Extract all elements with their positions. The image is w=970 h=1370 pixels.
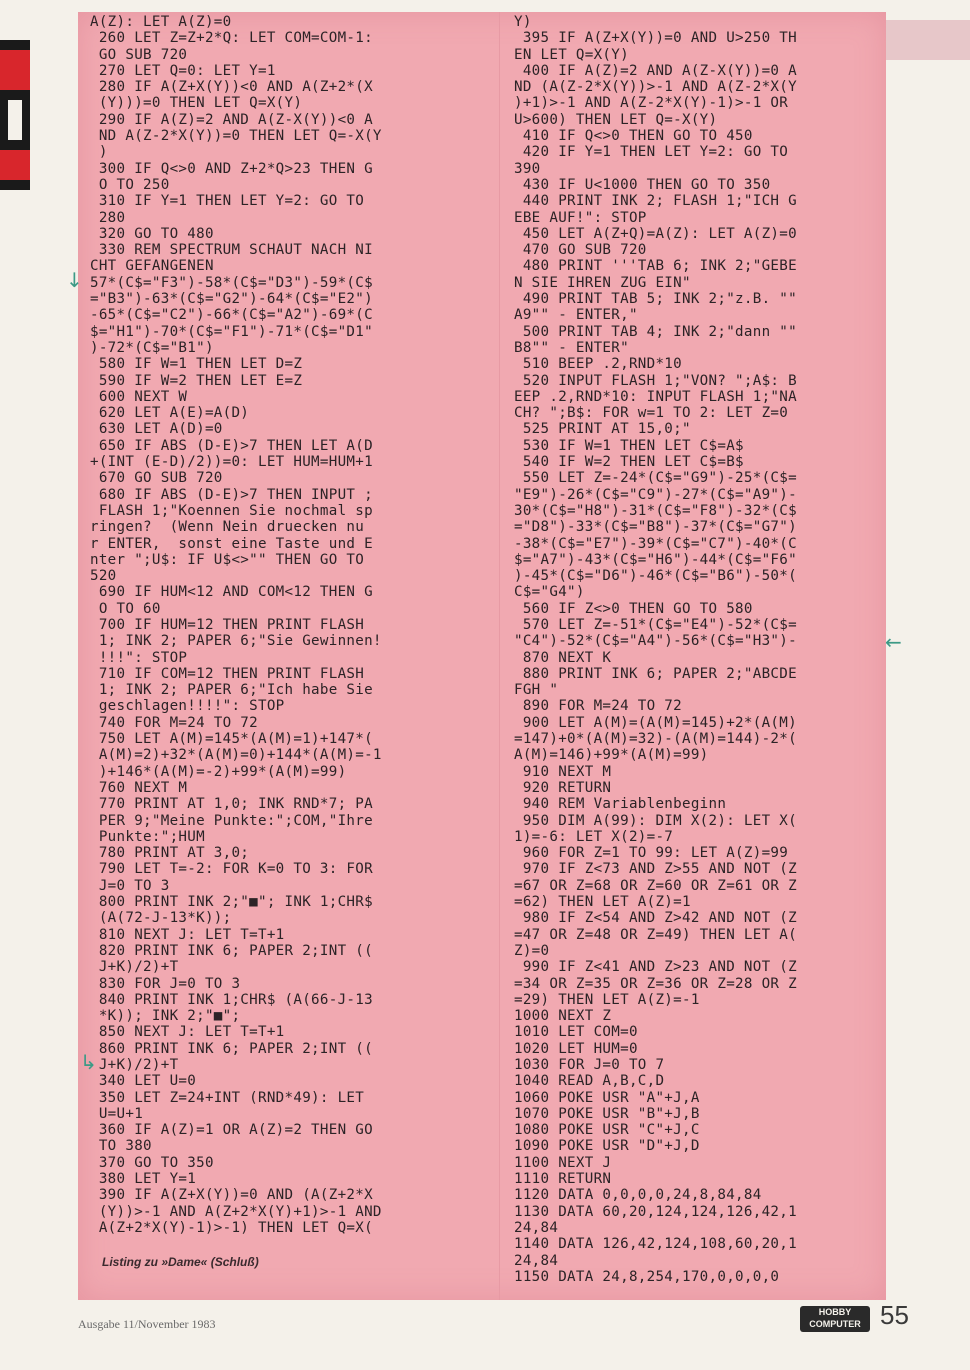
code-line: ND (A(Z-2*X(Y))>-1 AND A(Z-2*X(Y xyxy=(514,79,797,96)
code-line: 980 IF Z<54 AND Z>42 AND NOT (Z xyxy=(514,910,797,927)
code-line: "E9")-26*(C$="C9")-27*(C$="A9")- xyxy=(514,486,797,503)
code-line: 1080 POKE USR "C"+J,C xyxy=(514,1122,700,1139)
code-line: 700 IF HUM=12 THEN PRINT FLASH xyxy=(90,616,365,633)
code-line: 30*(C$="H8")-31*(C$="F8")-32*(C$ xyxy=(514,502,797,519)
code-line: 280 IF A(Z+X(Y))<0 AND A(Z+2*(X xyxy=(90,79,373,96)
code-line: !!!": STOP xyxy=(90,649,188,666)
code-line: geschlagen!!!!": STOP xyxy=(90,698,285,715)
code-line: 1000 NEXT Z xyxy=(514,1008,612,1025)
code-line: 540 IF W=2 THEN LET C$=B$ xyxy=(514,454,744,471)
code-line: 270 LET Q=0: LET Y=1 xyxy=(90,62,276,79)
code-line: EN LET Q=X(Y) xyxy=(514,46,629,63)
code-line: =62) THEN LET A(Z)=1 xyxy=(514,894,691,911)
code-line: A(M)=2)+32*(A(M)=0)+144*(A(M)=-1 xyxy=(90,747,382,764)
code-line: FGH " xyxy=(514,682,559,699)
code-line: 410 IF Q<>0 THEN GO TO 450 xyxy=(514,128,753,145)
code-line: 525 PRINT AT 15,0;" xyxy=(514,421,691,438)
code-line: )-45*(C$="D6")-46*(C$="B6")-50*( xyxy=(514,568,797,585)
code-line: -65*(C$="C2")-66*(C$="A2")-69*(C xyxy=(90,307,373,324)
code-line: r ENTER, sonst eine Taste und E xyxy=(90,535,373,552)
code-line: 920 RETURN xyxy=(514,779,612,796)
code-line: 480 PRINT '''TAB 6; INK 2;"GEBE xyxy=(514,258,797,275)
code-line: 1020 LET HUM=0 xyxy=(514,1040,638,1057)
code-line: 570 LET Z=-51*(C$="E4")-52*(C$= xyxy=(514,616,797,633)
code-line: ringen? (Wenn Nein druecken nu xyxy=(90,519,365,536)
code-line: 830 FOR J=0 TO 3 xyxy=(90,975,241,992)
code-line: J+K)/2)+T xyxy=(90,959,179,976)
code-line: EBE AUF!": STOP xyxy=(514,209,647,226)
code-line: C$="G4") xyxy=(514,584,585,601)
code-line: CHT GEFANGENEN xyxy=(90,258,214,275)
issue-line: Ausgabe 11/November 1983 xyxy=(78,1317,216,1331)
code-line: Z)=0 xyxy=(514,942,550,959)
code-line: 1030 FOR J=0 TO 7 xyxy=(514,1057,665,1073)
code-line: J=0 TO 3 xyxy=(90,877,170,894)
code-line: 450 LET A(Z+Q)=A(Z): LET A(Z)=0 xyxy=(514,225,797,242)
code-line: FLASH 1;"Koennen Sie nochmal sp xyxy=(90,502,373,519)
code-line: EEP .2,RND*10: INPUT FLASH 1;"NA xyxy=(514,388,797,405)
code-line: J+K)/2)+T xyxy=(90,1057,179,1073)
code-line: 1)=-6: LET X(2)=-7 xyxy=(514,828,674,845)
page-number: 55 xyxy=(880,1300,909,1330)
code-line: 790 LET T=-2: FOR K=0 TO 3: FOR xyxy=(90,861,373,878)
code-line: 380 LET Y=1 xyxy=(90,1171,197,1188)
code-line: 710 IF COM=12 THEN PRINT FLASH xyxy=(90,665,365,682)
code-line: 400 IF A(Z)=2 AND A(Z-X(Y))=0 A xyxy=(514,62,797,79)
code-line: 880 PRINT INK 6; PAPER 2;"ABCDE xyxy=(514,665,797,682)
code-line: 780 PRINT AT 3,0; xyxy=(90,845,250,862)
code-line: 590 IF W=2 THEN LET E=Z xyxy=(90,372,303,389)
code-line: 510 BEEP .2,RND*10 xyxy=(514,356,682,373)
code-line: 360 IF A(Z)=1 OR A(Z)=2 THEN GO xyxy=(90,1122,373,1139)
code-line: 760 NEXT M xyxy=(90,779,188,796)
code-line: 300 IF Q<>0 AND Z+2*Q>23 THEN G xyxy=(90,160,373,177)
code-line: A(Z): LET A(Z)=0 xyxy=(90,14,232,30)
code-line: 24,84 xyxy=(514,1219,559,1236)
code-line: 520 xyxy=(90,568,117,585)
code-line: 395 IF A(Z+X(Y))=0 AND U>250 TH xyxy=(514,30,797,47)
code-line: =29) THEN LET A(Z)=-1 xyxy=(514,991,700,1008)
code-line: 280 xyxy=(90,209,126,226)
code-line: 740 FOR M=24 TO 72 xyxy=(90,714,258,731)
code-line: B8"" - ENTER" xyxy=(514,339,629,356)
code-line: 550 LET Z=-24*(C$="G9")-25*(C$= xyxy=(514,470,797,487)
code-line: $="H1")-70*(C$="F1")-71*(C$="D1" xyxy=(90,323,373,340)
code-line: A9"" - ENTER," xyxy=(514,307,638,324)
listing-caption: Listing zu »Dame« (Schluß) xyxy=(102,1255,259,1269)
code-line: 1040 READ A,B,C,D xyxy=(514,1073,665,1090)
code-line: )+1)>-1 AND A(Z-2*X(Y)-1)>-1 OR xyxy=(514,95,789,112)
code-line: 310 IF Y=1 THEN LET Y=2: GO TO xyxy=(90,193,365,210)
code-line: 1; INK 2; PAPER 6;"Ich habe Sie xyxy=(90,682,373,699)
code-line: 390 xyxy=(514,160,541,177)
code-line: 500 PRINT TAB 4; INK 2;"dann "" xyxy=(514,323,797,340)
code-line: 490 PRINT TAB 5; INK 2;"z.B. "" xyxy=(514,291,797,308)
code-line: 690 IF HUM<12 AND COM<12 THEN G xyxy=(90,584,373,601)
code-line: 340 LET U=0 xyxy=(90,1073,197,1090)
code-line: N SIE IHREN ZUG EIN" xyxy=(514,274,691,291)
code-line: ) xyxy=(90,144,108,161)
listing-column-left xyxy=(90,14,482,1236)
code-line: 260 LET Z=Z+2*Q: LET COM=COM-1: xyxy=(90,30,373,47)
code-line: =34 OR Z=35 OR Z=36 OR Z=28 OR Z xyxy=(514,975,797,992)
code-line: 630 LET A(D)=0 xyxy=(90,421,223,438)
code-line: (Y)))=0 THEN LET Q=X(Y) xyxy=(90,95,303,112)
code-line: 620 LET A(E)=A(D) xyxy=(90,405,250,422)
code-line: $="A7")-43*(C$="H6")-44*(C$="F6" xyxy=(514,551,797,568)
column-divider xyxy=(499,12,500,1300)
code-line: 840 PRINT INK 1;CHR$ (A(66-J-13 xyxy=(90,991,373,1008)
code-line: Punkte:";HUM xyxy=(90,828,205,845)
code-line: =47 OR Z=48 OR Z=49) THEN LET A( xyxy=(514,926,797,943)
code-line: ="D8")-33*(C$="B8")-37*(C$="G7") xyxy=(514,519,797,536)
code-line: *K)); INK 2;"■"; xyxy=(90,1008,241,1025)
code-line: 670 GO SUB 720 xyxy=(90,470,223,487)
code-line: 560 IF Z<>0 THEN GO TO 580 xyxy=(514,600,753,617)
code-line: CH? ";B$: FOR w=1 TO 2: LET Z=0 xyxy=(514,405,789,422)
code-line: 1060 POKE USR "A"+J,A xyxy=(514,1089,700,1106)
code-line: 470 GO SUB 720 xyxy=(514,242,647,259)
code-line: 57*(C$="F3")-58*(C$="D3")-59*(C$ xyxy=(90,274,373,291)
code-line: +(INT (E-D)/2))=0: LET HUM=HUM+1 xyxy=(90,454,373,471)
code-line: (Y))>-1 AND A(Z+2*X(Y)+1)>-1 AND xyxy=(90,1203,382,1220)
code-line: "C4")-52*(C$="A4")-56*(C$="H3")- xyxy=(514,633,797,650)
code-line: 1150 DATA 24,8,254,170,0,0,0,0 xyxy=(514,1268,780,1285)
code-line: 520 INPUT FLASH 1;"VON? ";A$: B xyxy=(514,372,797,389)
edge-graphic xyxy=(0,40,30,190)
magazine-logo: HOBBY COMPUTER xyxy=(800,1306,870,1332)
code-line: 650 IF ABS (D-E)>7 THEN LET A(D xyxy=(90,437,373,454)
code-line: (A(72-J-13*K)); xyxy=(90,910,232,927)
code-line: 1140 DATA 126,42,124,108,60,20,1 xyxy=(514,1236,797,1253)
code-line: 440 PRINT INK 2; FLASH 1;"ICH G xyxy=(514,193,797,210)
code-line: Y) xyxy=(514,14,532,30)
code-line: 900 LET A(M)=(A(M)=145)+2*(A(M) xyxy=(514,714,797,731)
code-line: 800 PRINT INK 2;"■"; INK 1;CHR$ xyxy=(90,894,373,911)
code-line: =147)+0*(A(M)=32)-(A(M)=144)-2*( xyxy=(514,731,797,748)
code-line: 420 IF Y=1 THEN LET Y=2: GO TO xyxy=(514,144,789,161)
code-line: 1070 POKE USR "B"+J,B xyxy=(514,1105,700,1122)
code-line: 24,84 xyxy=(514,1252,559,1269)
code-line: O TO 60 xyxy=(90,600,161,617)
code-line: )+146*(A(M)=-2)+99*(A(M)=99) xyxy=(90,763,347,780)
code-line: 430 IF U<1000 THEN GO TO 350 xyxy=(514,176,771,193)
code-line: =67 OR Z=68 OR Z=60 OR Z=61 OR Z xyxy=(514,877,797,894)
code-line: U>600) THEN LET Q=-X(Y) xyxy=(514,111,718,128)
code-line: 320 GO TO 480 xyxy=(90,225,214,242)
listing-column-right xyxy=(514,14,906,1285)
code-line: A(M)=146)+99*(A(M)=99) xyxy=(514,747,709,764)
code-line: 890 FOR M=24 TO 72 xyxy=(514,698,682,715)
code-line: 810 NEXT J: LET T=T+1 xyxy=(90,926,285,943)
code-line: ="B3")-63*(C$="G2")-64*(C$="E2") xyxy=(90,291,373,308)
code-line: GO SUB 720 xyxy=(90,46,188,63)
margin-arrow-icon: ← xyxy=(885,630,902,654)
code-line: 970 IF Z<73 AND Z>55 AND NOT (Z xyxy=(514,861,797,878)
code-line: 750 LET A(M)=145*(A(M)=1)+147*( xyxy=(90,731,373,748)
code-line: 820 PRINT INK 6; PAPER 2;INT (( xyxy=(90,942,373,959)
code-line: PER 9;"Meine Punkte:";COM,"Ihre xyxy=(90,812,373,829)
code-line: 950 DIM A(99): DIM X(2): LET X( xyxy=(514,812,797,829)
code-line: 870 NEXT K xyxy=(514,649,612,666)
code-line: )-72*(C$="B1") xyxy=(90,339,214,356)
margin-arrow-icon: ↳ xyxy=(80,1050,97,1074)
margin-arrow-icon: ↓ xyxy=(66,268,83,292)
code-line: 1; INK 2; PAPER 6;"Sie Gewinnen! xyxy=(90,633,382,650)
code-line: 1120 DATA 0,0,0,0,24,8,84,84 xyxy=(514,1187,762,1204)
code-line: 1090 POKE USR "D"+J,D xyxy=(514,1138,700,1155)
code-line: 330 REM SPECTRUM SCHAUT NACH NI xyxy=(90,242,373,259)
code-line: 960 FOR Z=1 TO 99: LET A(Z)=99 xyxy=(514,845,789,862)
code-line: 860 PRINT INK 6; PAPER 2;INT (( xyxy=(90,1040,373,1057)
code-line: 940 REM Variablenbeginn xyxy=(514,796,727,813)
code-line: ND A(Z-2*X(Y))=0 THEN LET Q=-X(Y xyxy=(90,128,382,145)
code-line: 1130 DATA 60,20,124,124,126,42,1 xyxy=(514,1203,797,1220)
code-line: 350 LET Z=24+INT (RND*49): LET xyxy=(90,1089,365,1106)
code-line: 770 PRINT AT 1,0; INK RND*7; PA xyxy=(90,796,373,813)
code-line: 990 IF Z<41 AND Z>23 AND NOT (Z xyxy=(514,959,797,976)
code-line: 1010 LET COM=0 xyxy=(514,1024,638,1041)
code-line: O TO 250 xyxy=(90,176,170,193)
code-line: 530 IF W=1 THEN LET C$=A$ xyxy=(514,437,744,454)
code-line: 850 NEXT J: LET T=T+1 xyxy=(90,1024,285,1041)
code-line: 600 NEXT W xyxy=(90,388,188,405)
code-line: nter ";U$: IF U$<>"" THEN GO TO xyxy=(90,551,365,568)
code-line: TO 380 xyxy=(90,1138,152,1155)
code-line: 290 IF A(Z)=2 AND A(Z-X(Y))<0 A xyxy=(90,111,373,128)
code-line: 580 IF W=1 THEN LET D=Z xyxy=(90,356,303,373)
code-line: 680 IF ABS (D-E)>7 THEN INPUT ; xyxy=(90,486,373,503)
code-line: A(Z+2*X(Y)-1)>-1) THEN LET Q=X( xyxy=(90,1219,373,1236)
code-line: 1110 RETURN xyxy=(514,1171,612,1188)
code-line: 910 NEXT M xyxy=(514,763,612,780)
code-line: 390 IF A(Z+X(Y))=0 AND (A(Z+2*X xyxy=(90,1187,373,1204)
code-line: U=U+1 xyxy=(90,1105,144,1122)
code-line: 1100 NEXT J xyxy=(514,1154,612,1171)
code-line: 370 GO TO 350 xyxy=(90,1154,214,1171)
code-line: -38*(C$="E7")-39*(C$="C7")-40*(C xyxy=(514,535,797,552)
